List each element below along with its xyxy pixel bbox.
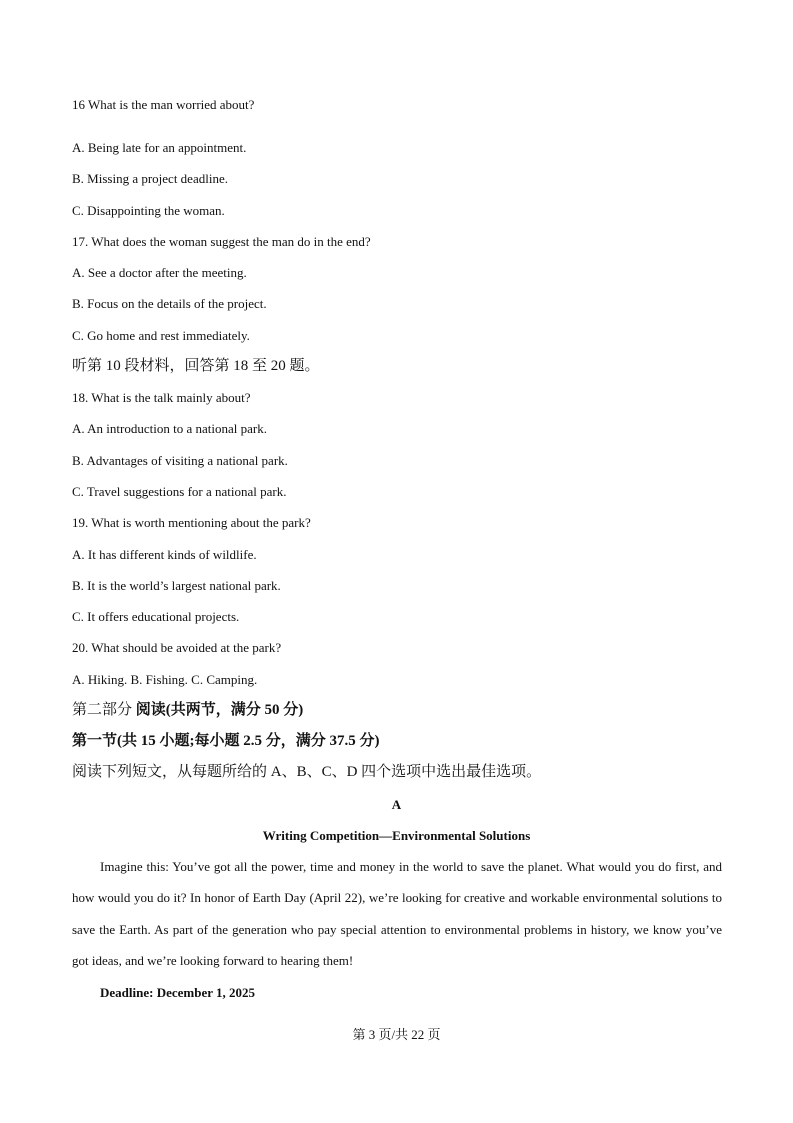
option-17a: A. See a doctor after the meeting. xyxy=(72,265,247,280)
question-16: 16 What is the man worried about? xyxy=(72,97,255,112)
part-two-heading xyxy=(72,702,303,718)
option-18a: A. An introduction to a national park. xyxy=(72,421,267,436)
page-number: 第 3 页/共 22 页 xyxy=(352,1027,441,1042)
question-17: 17. What does the woman suggest the man do in the end? xyxy=(72,234,371,249)
option-19a: A. It has different kinds of wildlife. xyxy=(72,547,257,562)
passage-title: Writing Competition—Environmental Solutions xyxy=(262,828,531,843)
question-18: 18. What is the talk mainly about? xyxy=(72,390,251,405)
section-one-heading: 第一节(共 15 小题;每小题 2.5 分，满分 37.5 分) xyxy=(72,733,380,749)
option-17c: C. Go home and rest immediately. xyxy=(72,328,250,343)
option-16b: B. Missing a project deadline. xyxy=(72,171,228,186)
question-19: 19. What is worth mentioning about the park? xyxy=(72,515,311,530)
option-19c: C. It offers educational projects. xyxy=(72,609,240,624)
question-20: 20. What should be avoided at the park? xyxy=(72,640,282,655)
reading-instruction: 阅读下列短文，从每题所给的 A、B、C、D 四个选项中选出最佳选项。 xyxy=(72,764,542,780)
option-19b: B. It is the world’s largest national park. xyxy=(72,578,281,593)
options-20: A. Hiking. B. Fishing. C. Camping. xyxy=(72,672,258,687)
part-two-label: 第二部分 xyxy=(72,702,136,718)
deadline: Deadline: December 1, 2025 xyxy=(100,985,256,1000)
option-17b: B. Focus on the details of the project. xyxy=(72,296,267,311)
part-two-title: 阅读(共两节，满分 50 分) xyxy=(135,702,304,718)
option-16c: C. Disappointing the woman. xyxy=(72,203,225,218)
option-16a: A. Being late for an appointment. xyxy=(72,140,247,155)
option-18c: C. Travel suggestions for a national park. xyxy=(72,484,287,499)
passage-paragraph: Imagine this: You’ve got all the power, time and money in the world to save the planet. What would you do first, and how would you do it? In honor of Earth Day (April 22), we’re looking for creative and workable environmental solutions to save the Earth. As part of the generation who pay special attention to environmental problems in history, we know you’ve got ideas, and we’re looking forward to hearing them! xyxy=(72,859,722,968)
option-18b: B. Advantages of visiting a national park. xyxy=(72,453,288,468)
listening-instruction-10: 听第 10 段材料，回答第 18 至 20 题。 xyxy=(72,358,320,374)
passage-letter: A xyxy=(391,797,402,812)
